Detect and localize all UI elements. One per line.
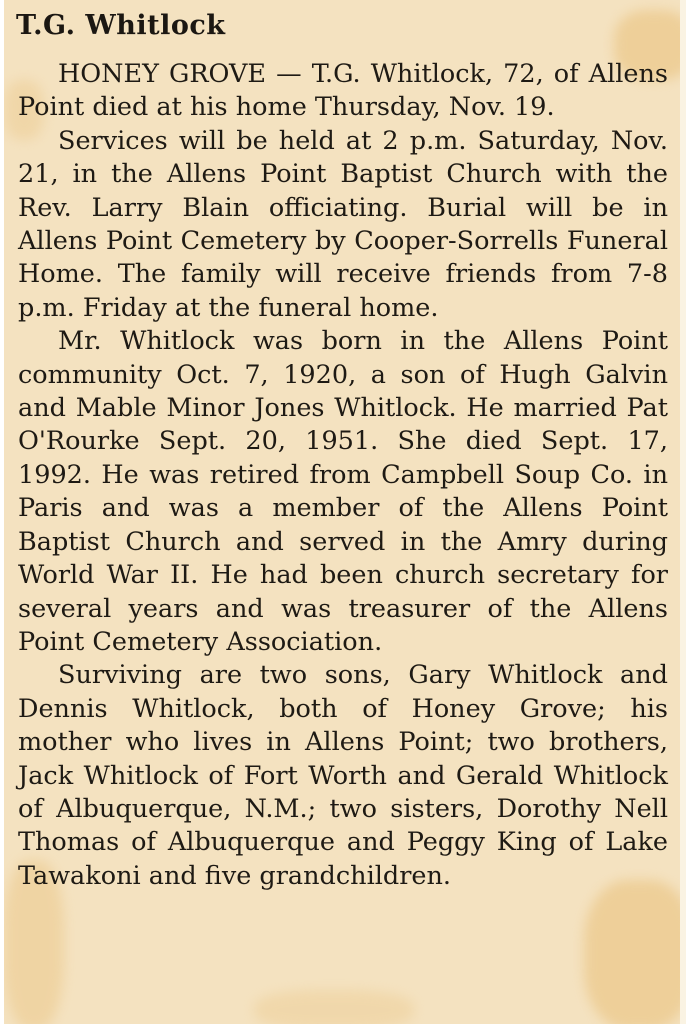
paragraph-biography: Mr. Whitlock was born in the Allens Point community Oct. 7, 1920, a son of Hugh Galvin and Mable Minor Jones Whitlock. He married Pat O'Rourke Sept. 20, 1951. She died Sept. 17, 1992. He was retired from Campbell Soup Co. in Paris and was a member of the Allens Point Baptist Church and served in the Amry during World War II. He had been church secretary for several years and was treasurer of the Allens Point Cemetery Association. <box>18 326 668 657</box>
torn-edge <box>680 0 686 1024</box>
newspaper-clipping <box>4 0 686 1024</box>
stain <box>584 880 686 1024</box>
paragraph-survivors: Surviving are two sons, Gary Whitlock and Dennis Whitlock, both of Honey Grove; his mother who lives in Allens Point; two brothers, Jack Whitlock of Fort Worth and Gerald Whitlock of Albuquerque, N.M.; two sisters, Dorothy Nell Thomas of Albuquerque and Peggy King of Lake Tawakoni and five grandchildren. <box>18 660 668 891</box>
stain <box>254 990 414 1024</box>
obituary-headline: T.G. Whitlock <box>16 10 226 41</box>
paragraph-services: Services will be held at 2 p.m. Saturday, Nov. 21, in the Allens Point Baptist Church with the Rev. Larry Blain officiating. Burial will be in Allens Point Cemetery by Cooper-Sorrells Funeral Home. The family will receive friends from 7-8 p.m. Friday at the funeral home. <box>18 125 668 323</box>
obituary-body <box>18 58 668 893</box>
paragraph-death-notice <box>18 58 668 125</box>
paragraph-text: T.G. Whitlock, 72, of Allens Point died at his home Thursday, Nov. 19. <box>18 59 668 123</box>
dateline: HONEY GROVE — <box>58 59 302 89</box>
